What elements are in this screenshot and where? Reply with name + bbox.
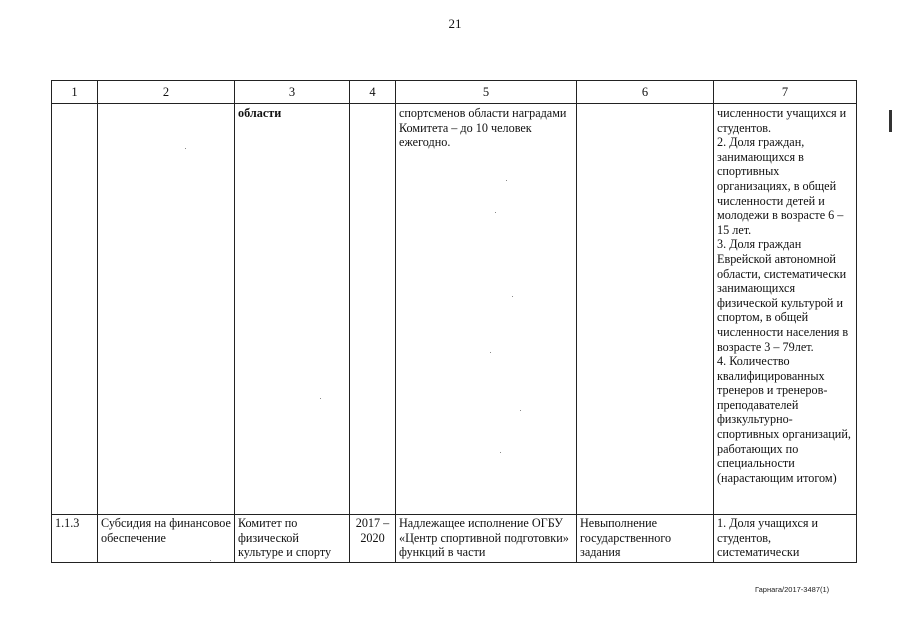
header-cell: 1 [52, 81, 98, 104]
scan-speckle [512, 296, 513, 297]
cell-period: 2017 – 2020 [350, 515, 396, 563]
program-table [51, 80, 857, 563]
header-cell: 4 [350, 81, 396, 104]
scan-margin-mark [889, 110, 892, 132]
cell-number: 1.1.3 [52, 515, 98, 563]
cell-result: Надлежащее исполнение ОГБУ «Центр спортивной подготовки» функций в части [396, 515, 577, 563]
cell-measure [98, 104, 235, 515]
footer-code: Гарнага/2017-3487(1) [755, 585, 830, 594]
header-cell: 6 [577, 81, 714, 104]
cell-executor: области [235, 104, 350, 515]
scan-speckle [495, 212, 496, 213]
header-cell: 7 [714, 81, 857, 104]
scan-speckle [500, 452, 501, 453]
cell-number [52, 104, 98, 515]
scan-speckle [520, 410, 521, 411]
cell-consequence [577, 104, 714, 515]
table-header-row [52, 81, 857, 104]
header-cell: 5 [396, 81, 577, 104]
cell-executor: Комитет по физической культуре и спорту [235, 515, 350, 563]
cell-indicators: численности учащихся и студентов. 2. Доля граждан, занимающихся в спортивных организациях, в общей численности детей и молодежи в возрасте 6 – 15 лет. 3. Доля граждан Еврейской автономной области, систематически занимающихся физической культурой и спортом, в общей численности населения в возрасте 3 – 79лет. 4. Количество квалифицированных тренеров и тренеров-преподавателей физкультурно-спортивных организаций, работающих по специальности (нарастающим итогом) [714, 104, 857, 515]
scan-speckle [320, 398, 321, 399]
scan-speckle [506, 180, 507, 181]
cell-period [350, 104, 396, 515]
table-row [52, 515, 857, 563]
header-cell: 2 [98, 81, 235, 104]
cell-result: спортсменов области наградами Комитета – до 10 человек ежегодно. [396, 104, 577, 515]
table-row [52, 104, 857, 515]
header-cell: 3 [235, 81, 350, 104]
scan-speckle [210, 560, 211, 561]
page-number: 21 [448, 16, 462, 31]
scan-speckle [490, 352, 491, 353]
scan-speckle [185, 148, 186, 149]
cell-measure: Субсидия на финансовое обеспечение [98, 515, 235, 563]
cell-indicators: 1. Доля учащихся и студентов, систематически [714, 515, 857, 563]
cell-consequence: Невыполнение государственного задания [577, 515, 714, 563]
